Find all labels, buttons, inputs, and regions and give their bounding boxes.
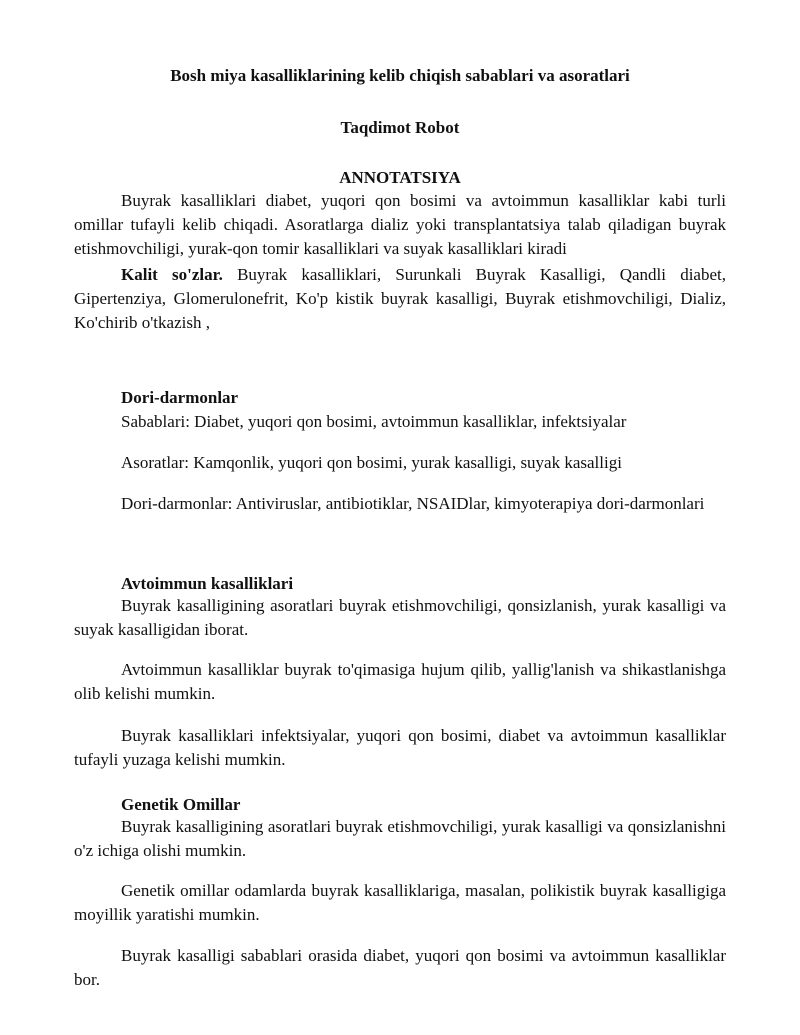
- section-heading: Genetik Omillar: [121, 795, 241, 814]
- section-heading: Avtoimmun kasalliklari: [121, 574, 294, 593]
- paragraph: Avtoimmun kasalliklar buyrak to'qimasiga hujum qilib, yallig'lanish va shikastlanishga olib kelishi mumkin.: [74, 660, 726, 703]
- paragraph: Buyrak kasalligi sabablari orasida diabet, yuqori qon bosimi va avtoimmun kasalliklar bor.: [74, 946, 726, 989]
- abstract-heading: ANNOTATSIYA: [339, 168, 461, 187]
- document-title: Bosh miya kasalliklarining kelib chiqish sabablari va asoratlari: [170, 66, 630, 85]
- abstract-text: Buyrak kasalliklari diabet, yuqori qon bosimi va avtoimmun kasalliklar kabi turli omillar tufayli kelib chiqadi. Asoratlarga dializ yoki transplantatsiya talab qiladigan buyrak etishmovchiligi, yurak-qon tomir kasalliklari va suyak kasalliklari kiradi: [74, 191, 726, 258]
- keywords-text: Buyrak kasalliklari, Surunkali Buyrak Kasalligi, Qandli diabet, Gipertenziya, Glomerulonefrit, Ko'p kistik buyrak kasalligi, Buyrak etishmovchiligi, Dializ, Ko'chirib o'tkazish ,: [74, 265, 726, 332]
- paragraph: Buyrak kasalligining asoratlari buyrak etishmovchiligi, yurak kasalligi va qonsizlanishni o'z ichiga olishi mumkin.: [74, 817, 726, 860]
- paragraph: Genetik omillar odamlarda buyrak kasalliklariga, masalan, polikistik buyrak kasalligiga moyillik yaratishi mumkin.: [74, 881, 726, 924]
- paragraph: Sabablari: Diabet, yuqori qon bosimi, avtoimmun kasalliklar, infektsiyalar: [121, 412, 627, 431]
- paragraph: Buyrak kasalligining asoratlari buyrak etishmovchiligi, qonsizlanish, yurak kasalligi va suyak kasalligidan iborat.: [74, 596, 726, 639]
- paragraph: Asoratlar: Kamqonlik, yuqori qon bosimi, yurak kasalligi, suyak kasalligi: [121, 453, 622, 472]
- paragraph: Buyrak kasalliklari infektsiyalar, yuqori qon bosimi, diabet va avtoimmun kasalliklar tufayli yuzaga kelishi mumkin.: [74, 726, 726, 769]
- paragraph: Dori-darmonlar: Antiviruslar, antibiotiklar, NSAIDlar, kimyoterapiya dori-darmonlari: [121, 494, 705, 513]
- keywords-paragraph: [74, 263, 726, 335]
- keywords-label: Kalit so'zlar.: [121, 265, 223, 284]
- section-heading: Dori-darmonlar: [121, 388, 239, 407]
- document-author: Taqdimot Robot: [340, 118, 460, 137]
